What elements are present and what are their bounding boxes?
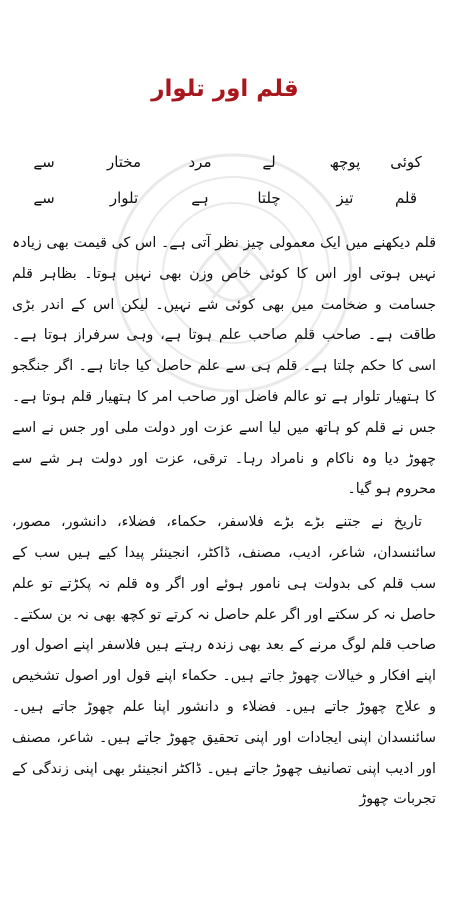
verse-word: مرد: [188, 153, 212, 171]
verse-word: پوچھ: [329, 153, 361, 171]
paragraph-1: قلم دیکھنے میں ایک معمولی چیز نظر آتی ہے۔ اس کی قیمت بھی زیادہ نہیں ہوتی اور اس کا کوئی خاص وزن بھی نہیں ہوتا۔ بظاہر قلم جسامت و ضخامت میں بھی کوئی شے نہیں۔ لیکن اس کے اندر بڑی طاقت ہے۔ صاحب قلم صاحب علم ہوتا ہے، وہی سرفراز ہوتا ہے۔ اسی کا حکم چلتا ہے۔ قلم ہی سے علم حاصل کیا جاتا ہے۔ اگر جنگجو کا ہتھیار تلوار ہے تو عالم فاضل اور صاحب امر کا ہتھیار قلم ہوتا ہے۔ جس نے قلم کو ہاتھ میں لیا اسے عزت اور دولت ملی اور جس نے اسے چھوڑ دیا وہ ناکام و نامراد رہا۔ ترقی، عزت اور دولت ہر شے سے محروم ہو گیا۔: [12, 235, 436, 498]
verse-word: ہے: [191, 189, 209, 207]
verse-line-2: [8, 189, 428, 207]
verse-word: تیز: [336, 189, 354, 207]
verse-word: چلتا: [257, 189, 281, 207]
verse-word: سے: [33, 153, 55, 171]
verse-line-1: [8, 153, 428, 171]
page-title: قلم اور تلوار: [151, 76, 299, 102]
essay-body: [12, 228, 436, 815]
verse-word: کوئی: [390, 153, 422, 171]
verse-word: سے: [33, 189, 55, 207]
verse-word: لے: [262, 153, 276, 171]
paragraph-2: تاریخ نے جتنے بڑے بڑے فلاسفر، حکماء، فضلاء، دانشور، مصور، سائنسدان، شاعر، ادیب، مصنف، ڈاکٹر، انجینئر پیدا کیے ہیں سب کے سب قلم کی بدولت ہی نامور ہوئے اور اگر وہ قلم نہ پکڑتے تو علم حاصل نہ کر سکتے اور اگر علم حاصل نہ کرتے تو کچھ بھی نہ بن سکتے۔ صاحب قلم لوگ مرنے کے بعد بھی زندہ رہتے ہیں فلاسفر اپنے اصول اور اپنے افکار و خیالات چھوڑ جاتے ہیں۔ حکماء اپنے قول اور اصول تشخیص و علاج چھوڑ جاتے ہیں۔ فضلاء و دانشور اپنا علم چھوڑ جاتے ہیں۔ سائنسدان اپنی ایجادات اور اپنی تحقیق چھوڑ جاتے ہیں۔ شاعر، مصنف اور ادیب اپنی تصانیف چھوڑ جاتے ہیں۔ ڈاکٹر انجینئر بھی اپنی زندگی کے تجربات چھوڑ: [12, 514, 436, 808]
verse-word: تلوار: [109, 189, 139, 207]
verse-word: مختار: [106, 153, 142, 171]
verse-word: قلم: [394, 189, 418, 207]
